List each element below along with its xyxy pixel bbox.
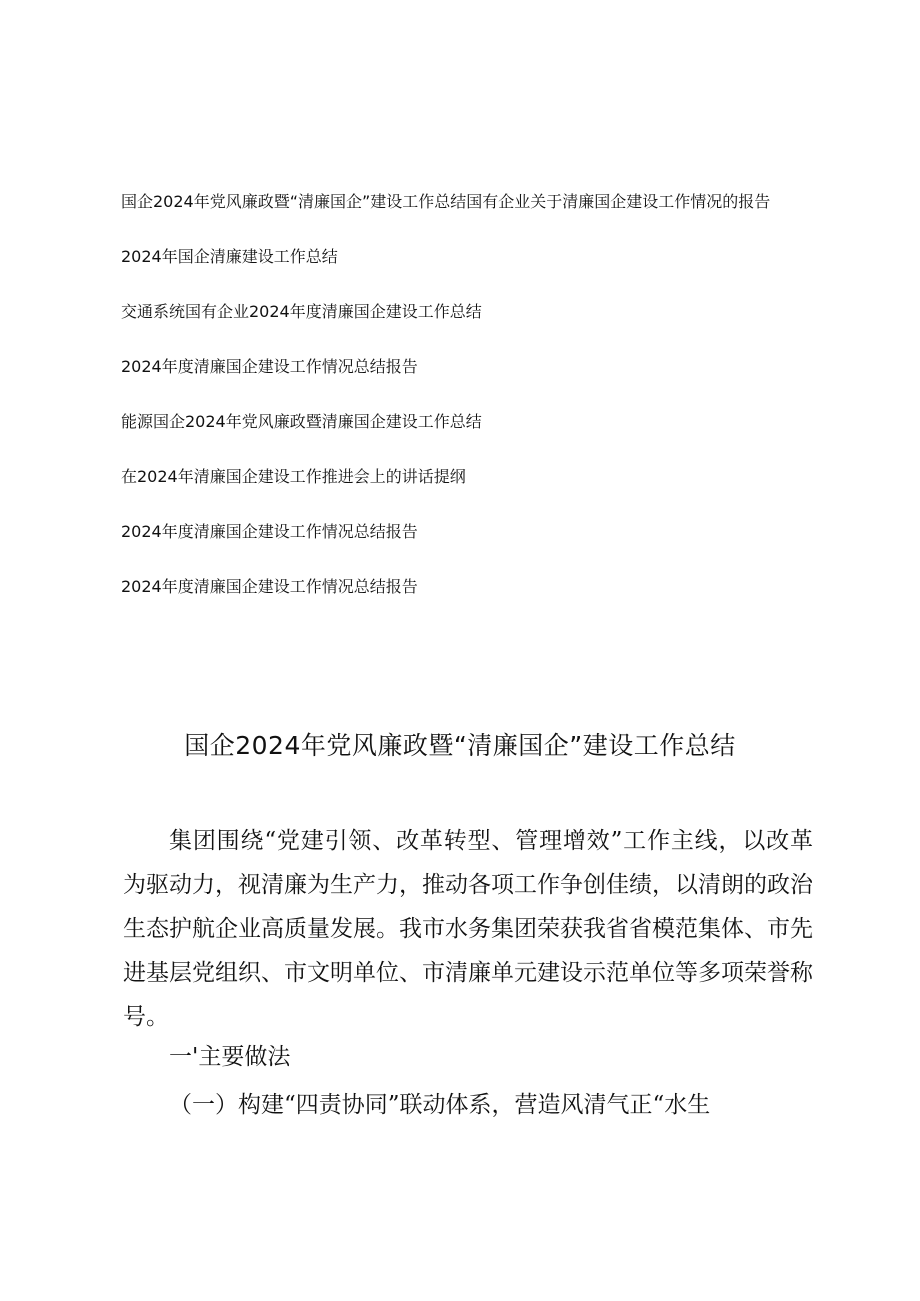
table-of-contents: [121, 188, 811, 628]
toc-item[interactable]: 2024年度清廉国企建设工作情况总结报告: [121, 577, 418, 596]
toc-item[interactable]: 2024年度清廉国企建设工作情况总结报告: [121, 522, 418, 541]
subsection-heading: （一）构建“四责协同”联动体系，营造风清气正“水生: [169, 1092, 711, 1118]
toc-item[interactable]: 在2024年清廉国企建设工作推进会上的讲话提纲: [121, 467, 466, 486]
toc-item[interactable]: 2024年度清廉国企建设工作情况总结报告: [121, 357, 418, 376]
document-title: 国企2024年党风廉政暨“清廉国企”建设工作总结: [184, 731, 736, 760]
toc-item[interactable]: 国企2024年党风廉政暨“清廉国企”建设工作总结国有企业关于清廉国企建设工作情况的报告: [121, 192, 771, 211]
section-heading: 一'主要做法: [169, 1044, 291, 1070]
toc-item[interactable]: 交通系统国有企业2024年度清廉国企建设工作总结: [121, 302, 482, 321]
intro-paragraph: 集团围绕“党建引领、改革转型、管理增效”工作主线，以改革为驱动力，视清廉为生产力，推动各项工作争创佳绩，以清朗的政治生态护航企业高质量发展。我市水务集团荣获我省省模范集体、市先进基层党组织、市文明单位、市清廉单元建设示范单位等多项荣誉称号。: [123, 828, 813, 1030]
toc-item[interactable]: 2024年国企清廉建设工作总结: [121, 247, 338, 266]
toc-item[interactable]: 能源国企2024年党风廉政暨清廉国企建设工作总结: [121, 412, 482, 431]
